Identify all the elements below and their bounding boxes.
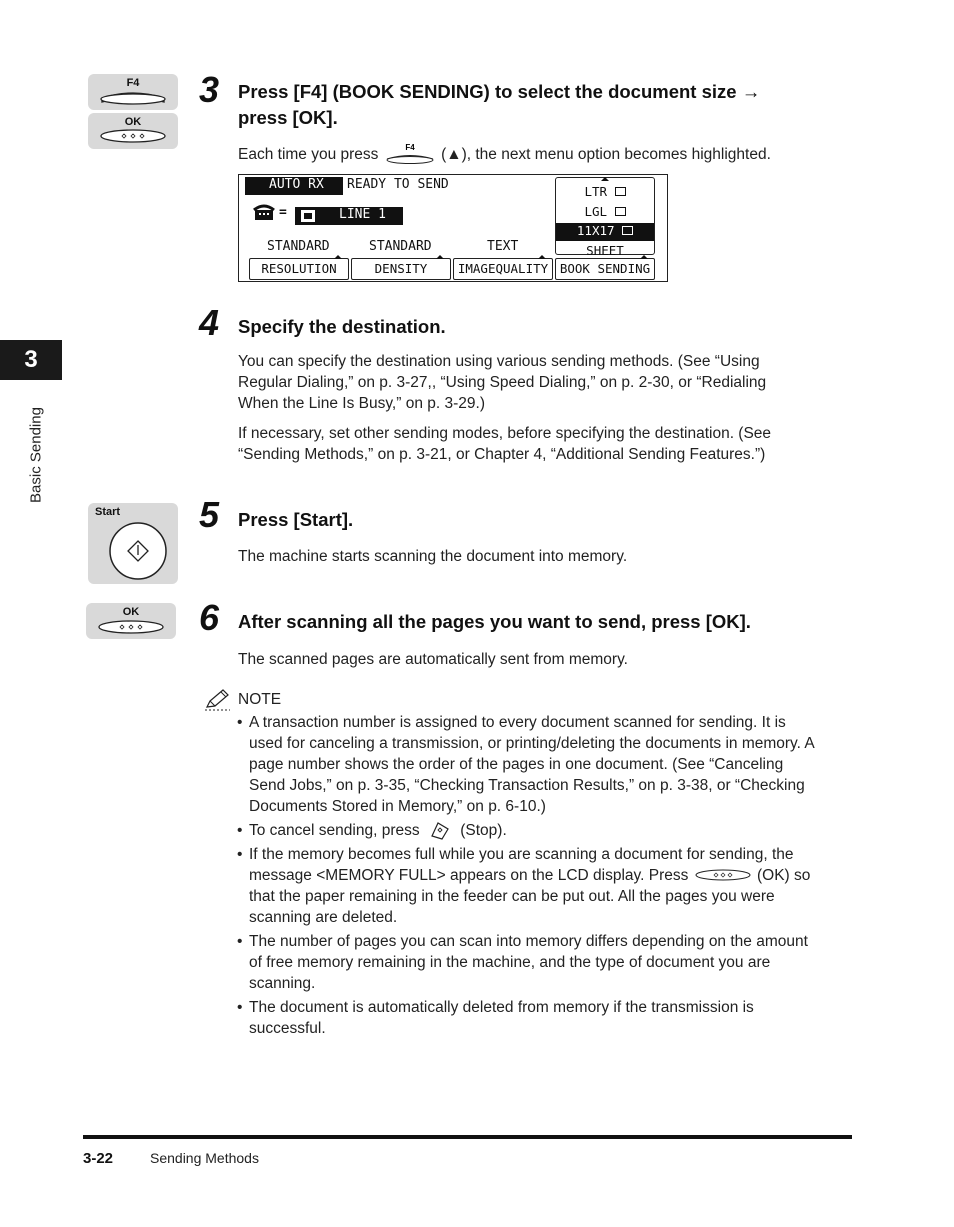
page-number: 3-22: [83, 1150, 114, 1167]
step-body: If necessary, set other sending modes, before specifying the destination. (See “Sending Methods,” on p. 3-21, or Chapter 4, “Additional Sending Features.”): [238, 425, 772, 463]
note-item: • If the memory becomes full while you are scanning a document for sending, the message <MEMORY FULL> appears on the LCD display. Press (OK) so that the paper remaining in the feeder can be put out. All the pages you were scanning are deleted.: [237, 846, 811, 926]
step-number: 6: [199, 597, 220, 638]
pencil-icon: [204, 688, 232, 712]
footer-section-title: Sending Methods: [150, 1150, 259, 1166]
arrow-up-icon: [537, 254, 547, 260]
step-title: Press [F4] (BOOK SENDING) to select the document size → press [OK].: [238, 81, 761, 128]
f4-key-icon: [88, 74, 178, 110]
f4-key: F4: [88, 74, 178, 110]
arrow-up-icon: [435, 254, 445, 260]
svg-text:F4: F4: [405, 143, 415, 152]
step-title: Specify the destination.: [238, 316, 446, 337]
step-title: After scanning all the pages you want to send, press [OK].: [238, 611, 751, 632]
step-number: 5: [199, 494, 220, 535]
footer-rule: [83, 1135, 852, 1139]
note-item: • A transaction number is assigned to every document scanned for sending. It is used for canceling a transmission, or printing/deleting the documents in memory. A page number shows the order of the pages in one document. (See “Canceling Send Jobs,” on p. 3-35, “Checking Transaction Results,” on p. 3-38, or “Checking Documents Stored in Memory,” on p. 6-10.): [237, 714, 815, 815]
arrow-up-icon: [333, 254, 343, 260]
step-body: You can specify the destination using various sending methods. (See “Using Regular Dialing,” on p. 3-27,, “Using Speed Dialing,” on p. 2-30, or “Redialing When the Line Is Busy,” on p. 3-29.): [238, 353, 767, 412]
memory-icon: [299, 208, 319, 224]
step-number: 4: [199, 302, 220, 343]
step-body: The machine starts scanning the document into memory.: [238, 548, 628, 565]
start-key: Start: [88, 503, 178, 584]
lcd-display: AUTO RX READY TO SEND = LINE 1 STANDARD STANDARD TEXT RESOLUTION DENSITY IMAGEQUALITY BOOK SENDING LTR LGL 11X17 SHEET: [238, 174, 668, 282]
book-sending-menu: LTR LGL 11X17 SHEET: [555, 177, 655, 255]
note-heading: NOTE: [238, 691, 282, 708]
start-icon: [88, 503, 178, 584]
ok-key-icon: [88, 113, 178, 149]
stop-icon: [424, 820, 456, 840]
note-item: • To cancel sending, press (Stop).: [237, 822, 507, 839]
ok-key: OK: [88, 113, 178, 149]
arrow-up-icon: [600, 176, 610, 182]
ok-key-icon: [86, 603, 176, 639]
ok-key: OK: [86, 603, 176, 639]
note-item: • The document is automatically deleted from memory if the transmission is successful.: [237, 999, 754, 1037]
step-number: 3: [199, 69, 220, 110]
step-body: The scanned pages are automatically sent from memory.: [238, 651, 628, 668]
f4-key-inline-icon: [383, 143, 437, 165]
chapter-tab: 3: [0, 340, 62, 380]
step-body: Each time you press F4 (▲), the next menu option becomes highlighted.: [238, 143, 771, 163]
note-item: • The number of pages you can scan into memory differs depending on the amount of free memory remaining in the machine, and the type of document you are scanning.: [237, 933, 808, 992]
step-title: Press [Start].: [238, 509, 354, 530]
chapter-side-title: Basic Sending: [27, 407, 45, 503]
ok-key-inline-icon: [693, 867, 753, 883]
phone-icon: [253, 204, 277, 222]
